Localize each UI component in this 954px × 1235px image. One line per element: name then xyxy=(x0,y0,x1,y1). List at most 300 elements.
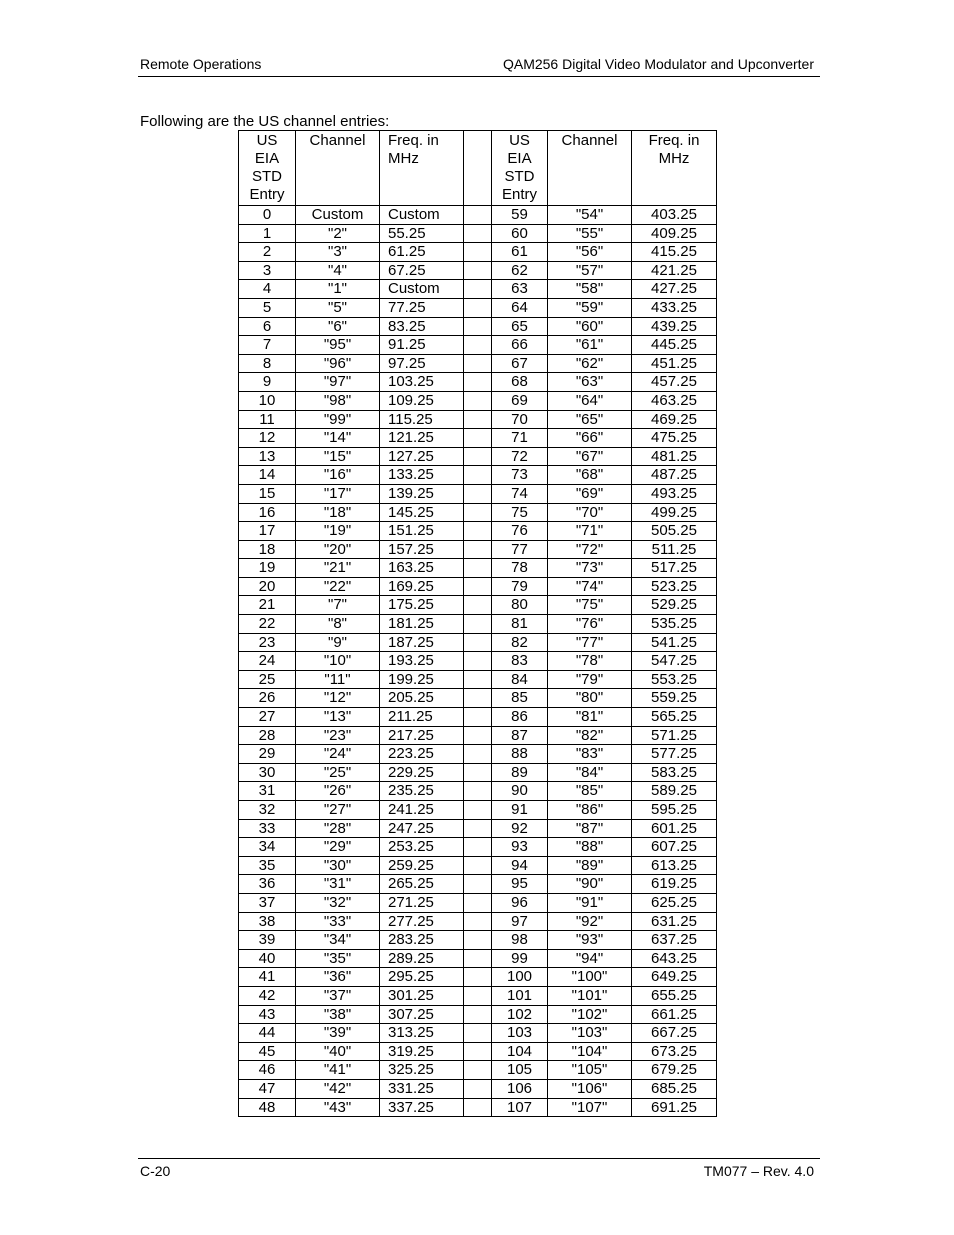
entry-right-cell: 65 xyxy=(492,317,548,336)
freq-right-cell: 643.25 xyxy=(632,949,717,968)
entry-right-cell: 69 xyxy=(492,391,548,410)
freq-right-cell: 625.25 xyxy=(632,893,717,912)
entry-right-cell: 77 xyxy=(492,540,548,559)
channel-left-cell: "10" xyxy=(296,652,380,671)
channel-right-cell: "75" xyxy=(548,596,632,615)
spacer-cell xyxy=(464,986,492,1005)
channel-right-cell: "77" xyxy=(548,633,632,652)
channel-right-cell: "106" xyxy=(548,1079,632,1098)
freq-left-cell: 211.25 xyxy=(380,708,464,727)
entry-left-cell: 5 xyxy=(239,298,296,317)
entry-left-cell: 33 xyxy=(239,819,296,838)
entry-right-cell: 102 xyxy=(492,1005,548,1024)
spacer-cell xyxy=(464,1042,492,1061)
spacer-cell xyxy=(464,931,492,950)
freq-left-cell: 241.25 xyxy=(380,801,464,820)
channel-left-cell: Custom xyxy=(296,206,380,225)
entry-right-cell: 75 xyxy=(492,503,548,522)
spacer-cell xyxy=(464,298,492,317)
channel-right-cell: "76" xyxy=(548,615,632,634)
entry-right-cell: 74 xyxy=(492,484,548,503)
channel-right-cell: "94" xyxy=(548,949,632,968)
entry-left-cell: 2 xyxy=(239,243,296,262)
entry-right-cell: 61 xyxy=(492,243,548,262)
entry-left-cell: 15 xyxy=(239,484,296,503)
spacer-cell xyxy=(464,261,492,280)
freq-left-cell: 331.25 xyxy=(380,1079,464,1098)
table-row xyxy=(239,224,717,243)
table-row xyxy=(239,1061,717,1080)
channel-right-cell: "64" xyxy=(548,391,632,410)
entry-right-cell: 84 xyxy=(492,670,548,689)
freq-left-cell: 55.25 xyxy=(380,224,464,243)
freq-left-cell: 163.25 xyxy=(380,559,464,578)
channel-right-cell: "92" xyxy=(548,912,632,931)
channel-right-cell: "68" xyxy=(548,466,632,485)
channel-left-cell: "3" xyxy=(296,243,380,262)
entry-right-cell: 70 xyxy=(492,410,548,429)
entry-right-cell: 94 xyxy=(492,856,548,875)
channel-left-cell: "19" xyxy=(296,522,380,541)
freq-right-cell: 607.25 xyxy=(632,838,717,857)
channel-right-cell: "70" xyxy=(548,503,632,522)
channel-left-cell: "38" xyxy=(296,1005,380,1024)
channel-right-cell: "81" xyxy=(548,708,632,727)
freq-right-cell: 553.25 xyxy=(632,670,717,689)
entry-left-cell: 17 xyxy=(239,522,296,541)
entry-left-cell: 43 xyxy=(239,1005,296,1024)
channel-right-cell: "80" xyxy=(548,689,632,708)
channel-left-cell: "95" xyxy=(296,336,380,355)
freq-right-cell: 583.25 xyxy=(632,763,717,782)
entry-right-cell: 91 xyxy=(492,801,548,820)
freq-right-cell: 679.25 xyxy=(632,1061,717,1080)
channel-left-cell: "16" xyxy=(296,466,380,485)
channel-left-cell: "26" xyxy=(296,782,380,801)
channel-left-cell: "25" xyxy=(296,763,380,782)
entry-left-cell: 8 xyxy=(239,354,296,373)
channel-left-cell: "34" xyxy=(296,931,380,950)
channel-left-cell: "32" xyxy=(296,893,380,912)
entry-right-cell: 96 xyxy=(492,893,548,912)
entry-left-cell: 4 xyxy=(239,280,296,299)
freq-left-cell: 127.25 xyxy=(380,447,464,466)
channel-left-cell: "22" xyxy=(296,577,380,596)
channel-right-cell: "63" xyxy=(548,373,632,392)
table-row xyxy=(239,931,717,950)
freq-right-cell: 547.25 xyxy=(632,652,717,671)
channel-left-cell: "23" xyxy=(296,726,380,745)
entry-right-cell: 97 xyxy=(492,912,548,931)
table-row xyxy=(239,893,717,912)
channel-left-cell: "96" xyxy=(296,354,380,373)
table-row xyxy=(239,633,717,652)
freq-right-cell: 529.25 xyxy=(632,596,717,615)
table-row xyxy=(239,559,717,578)
spacer-cell xyxy=(464,243,492,262)
freq-left-cell: 103.25 xyxy=(380,373,464,392)
freq-right-cell: 493.25 xyxy=(632,484,717,503)
spacer-cell xyxy=(464,949,492,968)
spacer-cell xyxy=(464,522,492,541)
entry-left-cell: 9 xyxy=(239,373,296,392)
channel-left-cell: "7" xyxy=(296,596,380,615)
freq-right-cell: 673.25 xyxy=(632,1042,717,1061)
spacer-cell xyxy=(464,652,492,671)
spacer-cell xyxy=(464,633,492,652)
channel-left-cell: "11" xyxy=(296,670,380,689)
table-row xyxy=(239,875,717,894)
spacer-cell xyxy=(464,224,492,243)
entry-right-cell: 95 xyxy=(492,875,548,894)
entry-right-cell: 87 xyxy=(492,726,548,745)
spacer-cell xyxy=(464,801,492,820)
table-row xyxy=(239,391,717,410)
channel-right-cell: "67" xyxy=(548,447,632,466)
entry-left-cell: 12 xyxy=(239,429,296,448)
col-header-text: US EIA STD Entry xyxy=(249,132,285,203)
spacer-cell xyxy=(464,968,492,987)
spacer-cell xyxy=(464,1061,492,1080)
table-row xyxy=(239,615,717,634)
spacer-cell xyxy=(464,354,492,373)
channel-right-cell: "73" xyxy=(548,559,632,578)
channel-right-cell: "83" xyxy=(548,745,632,764)
freq-left-cell: 325.25 xyxy=(380,1061,464,1080)
entry-left-cell: 21 xyxy=(239,596,296,615)
channel-left-cell: "30" xyxy=(296,856,380,875)
channel-right-cell: "87" xyxy=(548,819,632,838)
freq-left-cell: 319.25 xyxy=(380,1042,464,1061)
entry-right-cell: 81 xyxy=(492,615,548,634)
spacer-cell xyxy=(464,875,492,894)
spacer-cell xyxy=(464,745,492,764)
spacer-cell xyxy=(464,819,492,838)
table-row xyxy=(239,596,717,615)
freq-left-cell: 67.25 xyxy=(380,261,464,280)
freq-right-cell: 691.25 xyxy=(632,1098,717,1117)
freq-left-cell: 77.25 xyxy=(380,298,464,317)
table-row xyxy=(239,726,717,745)
entry-right-cell: 89 xyxy=(492,763,548,782)
entry-right-cell: 80 xyxy=(492,596,548,615)
channel-right-cell: "78" xyxy=(548,652,632,671)
table-row xyxy=(239,670,717,689)
freq-right-cell: 667.25 xyxy=(632,1024,717,1043)
entry-left-cell: 42 xyxy=(239,986,296,1005)
entry-right-cell: 99 xyxy=(492,949,548,968)
entry-right-cell: 78 xyxy=(492,559,548,578)
channel-right-cell: "103" xyxy=(548,1024,632,1043)
spacer-cell xyxy=(464,1079,492,1098)
freq-right-cell: 631.25 xyxy=(632,912,717,931)
freq-right-cell: 481.25 xyxy=(632,447,717,466)
freq-right-cell: 403.25 xyxy=(632,206,717,225)
table-row xyxy=(239,298,717,317)
entry-left-cell: 31 xyxy=(239,782,296,801)
channel-right-cell: "74" xyxy=(548,577,632,596)
channel-right-cell: "59" xyxy=(548,298,632,317)
freq-right-cell: 637.25 xyxy=(632,931,717,950)
table-row xyxy=(239,522,717,541)
entry-right-cell: 92 xyxy=(492,819,548,838)
channel-right-cell: "93" xyxy=(548,931,632,950)
channel-left-cell: "20" xyxy=(296,540,380,559)
freq-right-cell: 427.25 xyxy=(632,280,717,299)
freq-left-cell: Custom xyxy=(380,206,464,225)
entry-right-cell: 103 xyxy=(492,1024,548,1043)
channel-right-cell: "72" xyxy=(548,540,632,559)
spacer-cell xyxy=(464,726,492,745)
freq-right-cell: 661.25 xyxy=(632,1005,717,1024)
freq-right-cell: 445.25 xyxy=(632,336,717,355)
table-row xyxy=(239,261,717,280)
channel-right-cell: "88" xyxy=(548,838,632,857)
spacer-cell xyxy=(464,429,492,448)
freq-right-cell: 649.25 xyxy=(632,968,717,987)
entry-left-cell: 37 xyxy=(239,893,296,912)
spacer-cell xyxy=(464,206,492,225)
table-header-row xyxy=(239,131,717,206)
channel-right-cell: "90" xyxy=(548,875,632,894)
freq-right-cell: 577.25 xyxy=(632,745,717,764)
entry-right-cell: 68 xyxy=(492,373,548,392)
channel-left-cell: "27" xyxy=(296,801,380,820)
freq-right-cell: 589.25 xyxy=(632,782,717,801)
freq-left-cell: 295.25 xyxy=(380,968,464,987)
col-spacer xyxy=(464,131,492,206)
freq-left-cell: 169.25 xyxy=(380,577,464,596)
entry-left-cell: 36 xyxy=(239,875,296,894)
channel-right-cell: "62" xyxy=(548,354,632,373)
table-row xyxy=(239,466,717,485)
channel-left-cell: "98" xyxy=(296,391,380,410)
spacer-cell xyxy=(464,838,492,857)
entry-left-cell: 48 xyxy=(239,1098,296,1117)
entry-left-cell: 24 xyxy=(239,652,296,671)
channel-left-cell: "35" xyxy=(296,949,380,968)
spacer-cell xyxy=(464,577,492,596)
table-row xyxy=(239,856,717,875)
table-row xyxy=(239,447,717,466)
spacer-cell xyxy=(464,912,492,931)
spacer-cell xyxy=(464,856,492,875)
channel-left-cell: "1" xyxy=(296,280,380,299)
freq-left-cell: 193.25 xyxy=(380,652,464,671)
entry-left-cell: 45 xyxy=(239,1042,296,1061)
col-header-freq-left xyxy=(380,131,464,206)
entry-right-cell: 101 xyxy=(492,986,548,1005)
entry-left-cell: 34 xyxy=(239,838,296,857)
channel-right-cell: "54" xyxy=(548,206,632,225)
entry-left-cell: 7 xyxy=(239,336,296,355)
freq-left-cell: 175.25 xyxy=(380,596,464,615)
table-row xyxy=(239,373,717,392)
entry-left-cell: 0 xyxy=(239,206,296,225)
entry-left-cell: 27 xyxy=(239,708,296,727)
freq-right-cell: 535.25 xyxy=(632,615,717,634)
freq-right-cell: 415.25 xyxy=(632,243,717,262)
document-revision: TM077 – Rev. 4.0 xyxy=(703,1163,814,1179)
entry-right-cell: 62 xyxy=(492,261,548,280)
spacer-cell xyxy=(464,689,492,708)
entry-left-cell: 46 xyxy=(239,1061,296,1080)
entry-right-cell: 88 xyxy=(492,745,548,764)
freq-left-cell: 229.25 xyxy=(380,763,464,782)
table-row xyxy=(239,336,717,355)
intro-text: Following are the US channel entries: xyxy=(140,113,390,130)
spacer-cell xyxy=(464,410,492,429)
entry-right-cell: 82 xyxy=(492,633,548,652)
spacer-cell xyxy=(464,503,492,522)
freq-left-cell: 271.25 xyxy=(380,893,464,912)
us-channel-table xyxy=(238,130,717,1117)
table-row xyxy=(239,1024,717,1043)
freq-left-cell: 265.25 xyxy=(380,875,464,894)
channel-right-cell: "61" xyxy=(548,336,632,355)
entry-left-cell: 22 xyxy=(239,615,296,634)
freq-right-cell: 409.25 xyxy=(632,224,717,243)
freq-right-cell: 475.25 xyxy=(632,429,717,448)
table-row xyxy=(239,540,717,559)
freq-right-cell: 421.25 xyxy=(632,261,717,280)
entry-right-cell: 71 xyxy=(492,429,548,448)
freq-left-cell: 83.25 xyxy=(380,317,464,336)
spacer-cell xyxy=(464,670,492,689)
col-header-entry-right xyxy=(492,131,548,206)
entry-left-cell: 3 xyxy=(239,261,296,280)
channel-left-cell: "37" xyxy=(296,986,380,1005)
freq-left-cell: 181.25 xyxy=(380,615,464,634)
spacer-cell xyxy=(464,466,492,485)
table-row xyxy=(239,838,717,857)
channel-left-cell: "97" xyxy=(296,373,380,392)
freq-left-cell: 313.25 xyxy=(380,1024,464,1043)
spacer-cell xyxy=(464,782,492,801)
freq-right-cell: 463.25 xyxy=(632,391,717,410)
entry-right-cell: 83 xyxy=(492,652,548,671)
freq-left-cell: 277.25 xyxy=(380,912,464,931)
table-row xyxy=(239,912,717,931)
col-header-channel-left: Channel xyxy=(296,131,380,206)
freq-left-cell: 91.25 xyxy=(380,336,464,355)
page-header xyxy=(138,55,820,77)
header-document-title: QAM256 Digital Video Modulator and Upconverter xyxy=(502,56,814,72)
channel-right-cell: "66" xyxy=(548,429,632,448)
entry-right-cell: 90 xyxy=(492,782,548,801)
entry-left-cell: 23 xyxy=(239,633,296,652)
entry-left-cell: 29 xyxy=(239,745,296,764)
channel-right-cell: "104" xyxy=(548,1042,632,1061)
entry-left-cell: 47 xyxy=(239,1079,296,1098)
freq-left-cell: 259.25 xyxy=(380,856,464,875)
channel-right-cell: "102" xyxy=(548,1005,632,1024)
table-row xyxy=(239,354,717,373)
channel-right-cell: "65" xyxy=(548,410,632,429)
freq-left-cell: Custom xyxy=(380,280,464,299)
channel-left-cell: "15" xyxy=(296,447,380,466)
page-footer xyxy=(138,1158,820,1183)
entry-right-cell: 98 xyxy=(492,931,548,950)
col-header-channel-right: Channel xyxy=(548,131,632,206)
spacer-cell xyxy=(464,893,492,912)
entry-right-cell: 59 xyxy=(492,206,548,225)
channel-left-cell: "9" xyxy=(296,633,380,652)
freq-left-cell: 139.25 xyxy=(380,484,464,503)
entry-right-cell: 73 xyxy=(492,466,548,485)
freq-right-cell: 511.25 xyxy=(632,540,717,559)
freq-right-cell: 685.25 xyxy=(632,1079,717,1098)
channel-left-cell: "17" xyxy=(296,484,380,503)
table-row xyxy=(239,1098,717,1117)
table-row xyxy=(239,689,717,708)
header-section-title: Remote Operations xyxy=(140,56,262,72)
channel-right-cell: "60" xyxy=(548,317,632,336)
spacer-cell xyxy=(464,391,492,410)
channel-left-cell: "8" xyxy=(296,615,380,634)
entry-left-cell: 35 xyxy=(239,856,296,875)
freq-right-cell: 523.25 xyxy=(632,577,717,596)
channel-left-cell: "43" xyxy=(296,1098,380,1117)
freq-right-cell: 655.25 xyxy=(632,986,717,1005)
freq-left-cell: 199.25 xyxy=(380,670,464,689)
channel-left-cell: "36" xyxy=(296,968,380,987)
channel-left-cell: "40" xyxy=(296,1042,380,1061)
table-row xyxy=(239,429,717,448)
table-row xyxy=(239,801,717,820)
entry-left-cell: 11 xyxy=(239,410,296,429)
entry-left-cell: 13 xyxy=(239,447,296,466)
table-row xyxy=(239,708,717,727)
table-row xyxy=(239,503,717,522)
entry-right-cell: 64 xyxy=(492,298,548,317)
table-row xyxy=(239,782,717,801)
channel-right-cell: "107" xyxy=(548,1098,632,1117)
freq-right-cell: 565.25 xyxy=(632,708,717,727)
channel-left-cell: "18" xyxy=(296,503,380,522)
freq-right-cell: 487.25 xyxy=(632,466,717,485)
freq-right-cell: 619.25 xyxy=(632,875,717,894)
table-row xyxy=(239,410,717,429)
freq-right-cell: 505.25 xyxy=(632,522,717,541)
channel-right-cell: "82" xyxy=(548,726,632,745)
freq-left-cell: 301.25 xyxy=(380,986,464,1005)
spacer-cell xyxy=(464,615,492,634)
entry-right-cell: 63 xyxy=(492,280,548,299)
entry-right-cell: 79 xyxy=(492,577,548,596)
table-row xyxy=(239,1042,717,1061)
freq-left-cell: 283.25 xyxy=(380,931,464,950)
channel-right-cell: "79" xyxy=(548,670,632,689)
spacer-cell xyxy=(464,373,492,392)
entry-left-cell: 19 xyxy=(239,559,296,578)
col-header-freq-right xyxy=(632,131,717,206)
channel-left-cell: "24" xyxy=(296,745,380,764)
channel-left-cell: "5" xyxy=(296,298,380,317)
entry-left-cell: 14 xyxy=(239,466,296,485)
col-header-text: Freq. in MHz xyxy=(648,132,700,167)
entry-left-cell: 18 xyxy=(239,540,296,559)
entry-left-cell: 10 xyxy=(239,391,296,410)
entry-right-cell: 72 xyxy=(492,447,548,466)
table-row xyxy=(239,484,717,503)
entry-left-cell: 41 xyxy=(239,968,296,987)
freq-right-cell: 571.25 xyxy=(632,726,717,745)
freq-left-cell: 145.25 xyxy=(380,503,464,522)
channel-left-cell: "6" xyxy=(296,317,380,336)
entry-left-cell: 39 xyxy=(239,931,296,950)
entry-right-cell: 106 xyxy=(492,1079,548,1098)
